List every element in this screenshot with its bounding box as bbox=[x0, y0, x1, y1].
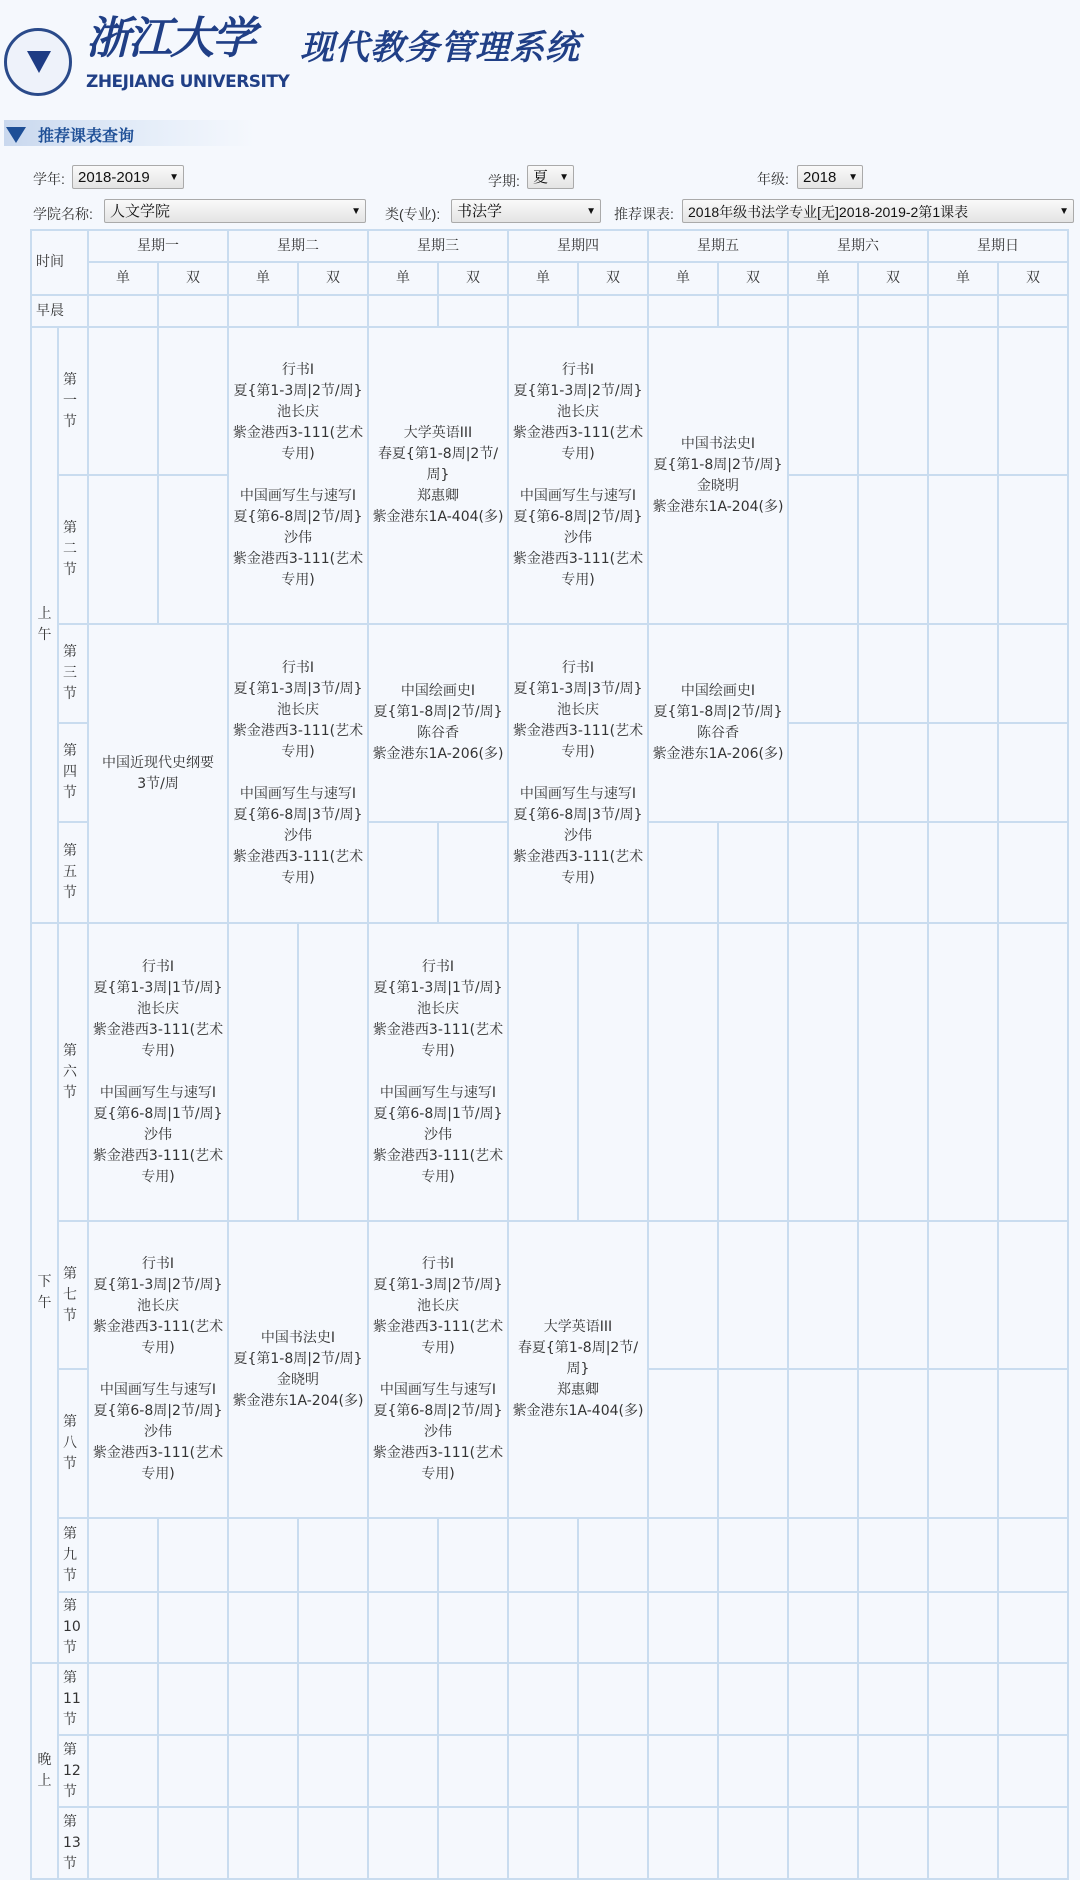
empty-cell bbox=[508, 923, 578, 1221]
empty-cell bbox=[928, 1807, 998, 1879]
empty-cell bbox=[858, 1518, 928, 1592]
empty-cell bbox=[298, 1518, 368, 1592]
schedule-value: 2018年级书法学专业[无]2018-2019-2第1课表 bbox=[688, 204, 969, 220]
empty-cell bbox=[718, 1735, 788, 1807]
empty-cell bbox=[88, 1592, 158, 1663]
time-header: 时间 bbox=[31, 230, 88, 295]
period-label: 第三节 bbox=[58, 624, 88, 723]
double-week-header: 双 bbox=[438, 262, 508, 295]
empty-cell bbox=[718, 295, 788, 327]
empty-cell bbox=[788, 923, 858, 1221]
day-header: 星期一 bbox=[88, 230, 228, 262]
day-header: 星期三 bbox=[368, 230, 508, 262]
empty-cell bbox=[788, 327, 858, 475]
empty-cell bbox=[578, 1663, 648, 1735]
empty-cell bbox=[928, 1663, 998, 1735]
time-group-label: 下午 bbox=[31, 923, 58, 1663]
empty-cell bbox=[718, 923, 788, 1221]
dropdown-arrow-icon: ▼ bbox=[1059, 206, 1069, 217]
empty-cell bbox=[858, 822, 928, 923]
grade-label: 年级: bbox=[757, 171, 789, 187]
empty-cell bbox=[88, 475, 158, 624]
day-header: 星期六 bbox=[788, 230, 928, 262]
course-cell: 行书I 夏{第1-3周|2节/周} 池长庆 紫金港西3-111(艺术专用) 中国画写生与速写I 夏{第6-8周|2节/周} 沙伟 紫金港西3-111(艺术专用) bbox=[508, 327, 648, 624]
schedule-select[interactable] bbox=[682, 199, 1074, 223]
empty-cell bbox=[998, 1807, 1068, 1879]
day-header: 星期二 bbox=[228, 230, 368, 262]
logo-emblem bbox=[4, 28, 72, 96]
year-value: 2018-2019 bbox=[78, 169, 150, 186]
course-cell: 行书I 夏{第1-3周|1节/周} 池长庆 紫金港西3-111(艺术专用) 中国画写生与速写I 夏{第6-8周|1节/周} 沙伟 紫金港西3-111(艺术专用) bbox=[368, 923, 508, 1221]
empty-cell bbox=[88, 1518, 158, 1592]
period-label: 第六节 bbox=[58, 923, 88, 1221]
empty-cell bbox=[508, 1807, 578, 1879]
single-week-header: 单 bbox=[648, 262, 718, 295]
empty-cell bbox=[508, 1518, 578, 1592]
single-week-header: 单 bbox=[928, 262, 998, 295]
empty-cell bbox=[298, 1592, 368, 1663]
empty-cell bbox=[928, 624, 998, 723]
course-cell: 行书I 夏{第1-3周|2节/周} 池长庆 紫金港西3-111(艺术专用) 中国画写生与速写I 夏{第6-8周|2节/周} 沙伟 紫金港西3-111(艺术专用) bbox=[228, 327, 368, 624]
empty-cell bbox=[718, 1592, 788, 1663]
empty-cell bbox=[298, 295, 368, 327]
college-value: 人文学院 bbox=[110, 203, 171, 220]
period-label: 第八节 bbox=[58, 1369, 88, 1518]
empty-cell bbox=[88, 327, 158, 475]
dropdown-arrow-icon: ▼ bbox=[559, 172, 569, 183]
system-title: 现代教务管理系统 bbox=[300, 28, 580, 68]
empty-cell bbox=[228, 923, 298, 1221]
time-group-label: 晚上 bbox=[31, 1663, 58, 1879]
empty-cell bbox=[858, 1369, 928, 1518]
day-header: 星期五 bbox=[648, 230, 788, 262]
empty-cell bbox=[718, 1518, 788, 1592]
empty-cell bbox=[438, 295, 508, 327]
table-row bbox=[31, 1518, 1068, 1592]
empty-cell bbox=[578, 1735, 648, 1807]
empty-cell bbox=[508, 295, 578, 327]
single-week-header: 单 bbox=[788, 262, 858, 295]
empty-cell bbox=[998, 327, 1068, 475]
double-week-header: 双 bbox=[858, 262, 928, 295]
triangle-down-icon bbox=[6, 127, 26, 143]
empty-cell bbox=[648, 923, 718, 1221]
table-row bbox=[31, 624, 1068, 723]
empty-cell bbox=[298, 1663, 368, 1735]
empty-cell bbox=[718, 1369, 788, 1518]
course-cell: 中国书法史I 夏{第1-8周|2节/周} 金晓明 紫金港东1A-204(多) bbox=[648, 327, 788, 624]
empty-cell bbox=[438, 1735, 508, 1807]
empty-cell bbox=[928, 1592, 998, 1663]
empty-cell bbox=[438, 822, 508, 923]
empty-cell bbox=[788, 1807, 858, 1879]
empty-cell bbox=[88, 295, 158, 327]
empty-cell bbox=[928, 822, 998, 923]
empty-cell bbox=[788, 1518, 858, 1592]
empty-cell bbox=[648, 1807, 718, 1879]
empty-cell bbox=[508, 1735, 578, 1807]
empty-cell bbox=[928, 295, 998, 327]
course-cell: 大学英语III 春夏{第1-8周|2节/周} 郑惠卿 紫金港东1A-404(多) bbox=[368, 327, 508, 624]
empty-cell bbox=[88, 1735, 158, 1807]
grade-value: 2018 bbox=[803, 169, 837, 186]
year-select[interactable] bbox=[72, 165, 184, 189]
course-cell: 行书I 夏{第1-3周|2节/周} 池长庆 紫金港西3-111(艺术专用) 中国画写生与速写I 夏{第6-8周|2节/周} 沙伟 紫金港西3-111(艺术专用) bbox=[368, 1221, 508, 1518]
table-row bbox=[31, 327, 1068, 475]
empty-cell bbox=[88, 1807, 158, 1879]
empty-cell bbox=[928, 327, 998, 475]
period-label: 早晨 bbox=[31, 295, 88, 327]
empty-cell bbox=[158, 327, 228, 475]
empty-cell bbox=[858, 327, 928, 475]
empty-cell bbox=[228, 1592, 298, 1663]
empty-cell bbox=[998, 295, 1068, 327]
double-week-header: 双 bbox=[298, 262, 368, 295]
course-cell: 中国绘画史I 夏{第1-8周|2节/周} 陈谷香 紫金港东1A-206(多) bbox=[368, 624, 508, 822]
period-label: 第二节 bbox=[58, 475, 88, 624]
empty-cell bbox=[368, 822, 438, 923]
term-select[interactable] bbox=[527, 165, 574, 189]
single-week-header: 单 bbox=[508, 262, 578, 295]
empty-cell bbox=[368, 1592, 438, 1663]
period-label: 第四节 bbox=[58, 723, 88, 822]
empty-cell bbox=[158, 1663, 228, 1735]
table-row bbox=[31, 1221, 1068, 1369]
table-row bbox=[31, 923, 1068, 1221]
dropdown-arrow-icon: ▼ bbox=[586, 206, 596, 217]
empty-cell bbox=[998, 475, 1068, 624]
empty-cell bbox=[158, 295, 228, 327]
double-week-header: 双 bbox=[578, 262, 648, 295]
empty-cell bbox=[858, 624, 928, 723]
empty-cell bbox=[298, 1735, 368, 1807]
table-row bbox=[31, 295, 1068, 327]
empty-cell bbox=[228, 1735, 298, 1807]
period-label: 第12节 bbox=[58, 1735, 88, 1807]
grade-select[interactable] bbox=[797, 165, 863, 189]
empty-cell bbox=[368, 1807, 438, 1879]
empty-cell bbox=[788, 1592, 858, 1663]
empty-cell bbox=[788, 723, 858, 822]
empty-cell bbox=[998, 1221, 1068, 1369]
logo-english: ZHEJIANG UNIVERSITY bbox=[86, 72, 290, 92]
empty-cell bbox=[998, 923, 1068, 1221]
empty-cell bbox=[788, 295, 858, 327]
empty-cell bbox=[788, 1369, 858, 1518]
table-row bbox=[31, 1592, 1068, 1663]
dropdown-arrow-icon: ▼ bbox=[351, 206, 361, 217]
empty-cell bbox=[788, 822, 858, 923]
empty-cell bbox=[788, 1221, 858, 1369]
section-title: 推荐课表查询 bbox=[38, 126, 135, 145]
empty-cell bbox=[858, 1663, 928, 1735]
table-row bbox=[31, 1807, 1068, 1879]
course-cell: 中国近现代史纲要 3节/周 bbox=[88, 624, 228, 923]
empty-cell bbox=[368, 1735, 438, 1807]
course-cell: 行书I 夏{第1-3周|1节/周} 池长庆 紫金港西3-111(艺术专用) 中国画写生与速写I 夏{第6-8周|1节/周} 沙伟 紫金港西3-111(艺术专用) bbox=[88, 923, 228, 1221]
section-header bbox=[4, 120, 254, 146]
empty-cell bbox=[858, 723, 928, 822]
empty-cell bbox=[998, 1518, 1068, 1592]
empty-cell bbox=[928, 1735, 998, 1807]
empty-cell bbox=[648, 295, 718, 327]
empty-cell bbox=[858, 1735, 928, 1807]
empty-cell bbox=[998, 1663, 1068, 1735]
course-cell: 中国绘画史I 夏{第1-8周|2节/周} 陈谷香 紫金港东1A-206(多) bbox=[648, 624, 788, 822]
double-week-header: 双 bbox=[718, 262, 788, 295]
timetable bbox=[30, 229, 1069, 1880]
empty-cell bbox=[858, 475, 928, 624]
course-cell: 行书I 夏{第1-3周|2节/周} 池长庆 紫金港西3-111(艺术专用) 中国画写生与速写I 夏{第6-8周|2节/周} 沙伟 紫金港西3-111(艺术专用) bbox=[88, 1221, 228, 1518]
major-value: 书法学 bbox=[457, 203, 503, 220]
table-row bbox=[31, 1735, 1068, 1807]
course-cell: 中国书法史I 夏{第1-8周|2节/周} 金晓明 紫金港东1A-204(多) bbox=[228, 1221, 368, 1518]
period-label: 第一节 bbox=[58, 327, 88, 475]
dropdown-arrow-icon: ▼ bbox=[169, 172, 179, 183]
empty-cell bbox=[578, 1807, 648, 1879]
empty-cell bbox=[788, 1663, 858, 1735]
empty-cell bbox=[928, 923, 998, 1221]
empty-cell bbox=[788, 624, 858, 723]
empty-cell bbox=[998, 1592, 1068, 1663]
empty-cell bbox=[998, 822, 1068, 923]
empty-cell bbox=[578, 1592, 648, 1663]
empty-cell bbox=[158, 1807, 228, 1879]
empty-cell bbox=[928, 723, 998, 822]
empty-cell bbox=[928, 1369, 998, 1518]
time-group-label: 上午 bbox=[31, 327, 58, 923]
single-week-header: 单 bbox=[368, 262, 438, 295]
empty-cell bbox=[438, 1518, 508, 1592]
day-header: 星期四 bbox=[508, 230, 648, 262]
major-label: 类(专业): bbox=[385, 206, 441, 222]
course-cell: 行书I 夏{第1-3周|3节/周} 池长庆 紫金港西3-111(艺术专用) 中国画写生与速写I 夏{第6-8周|3节/周} 沙伟 紫金港西3-111(艺术专用) bbox=[508, 624, 648, 923]
single-week-header: 单 bbox=[88, 262, 158, 295]
period-label: 第七节 bbox=[58, 1221, 88, 1369]
empty-cell bbox=[648, 822, 718, 923]
empty-cell bbox=[718, 822, 788, 923]
empty-cell bbox=[648, 1735, 718, 1807]
empty-cell bbox=[158, 1735, 228, 1807]
empty-cell bbox=[298, 1807, 368, 1879]
logo-text: 浙江大学 bbox=[86, 13, 254, 64]
period-label: 第九节 bbox=[58, 1518, 88, 1592]
dropdown-arrow-icon: ▼ bbox=[848, 172, 858, 183]
table-row bbox=[31, 1663, 1068, 1735]
period-label: 第13节 bbox=[58, 1807, 88, 1879]
empty-cell bbox=[928, 1518, 998, 1592]
empty-cell bbox=[508, 1663, 578, 1735]
empty-cell bbox=[438, 1807, 508, 1879]
empty-cell bbox=[858, 1592, 928, 1663]
empty-cell bbox=[368, 1518, 438, 1592]
empty-cell bbox=[578, 1518, 648, 1592]
double-week-header: 双 bbox=[158, 262, 228, 295]
college-label: 学院名称: bbox=[33, 206, 93, 222]
empty-cell bbox=[438, 1663, 508, 1735]
term-label: 学期: bbox=[488, 173, 520, 189]
empty-cell bbox=[858, 1221, 928, 1369]
empty-cell bbox=[648, 1592, 718, 1663]
empty-cell bbox=[858, 923, 928, 1221]
term-value: 夏 bbox=[533, 169, 549, 186]
major-select[interactable] bbox=[451, 199, 601, 223]
empty-cell bbox=[648, 1369, 718, 1518]
empty-cell bbox=[368, 1663, 438, 1735]
empty-cell bbox=[648, 1518, 718, 1592]
empty-cell bbox=[718, 1221, 788, 1369]
empty-cell bbox=[228, 1663, 298, 1735]
empty-cell bbox=[928, 1221, 998, 1369]
empty-cell bbox=[998, 1369, 1068, 1518]
empty-cell bbox=[998, 1735, 1068, 1807]
empty-cell bbox=[228, 1518, 298, 1592]
empty-cell bbox=[158, 1518, 228, 1592]
empty-cell bbox=[718, 1663, 788, 1735]
empty-cell bbox=[158, 475, 228, 624]
empty-cell bbox=[648, 1221, 718, 1369]
empty-cell bbox=[228, 1807, 298, 1879]
empty-cell bbox=[858, 1807, 928, 1879]
college-select[interactable] bbox=[104, 199, 366, 223]
empty-cell bbox=[718, 1807, 788, 1879]
empty-cell bbox=[578, 295, 648, 327]
empty-cell bbox=[508, 1592, 578, 1663]
empty-cell bbox=[88, 1663, 158, 1735]
single-week-header: 单 bbox=[228, 262, 298, 295]
empty-cell bbox=[998, 723, 1068, 822]
day-header: 星期日 bbox=[928, 230, 1068, 262]
period-label: 第五节 bbox=[58, 822, 88, 923]
empty-cell bbox=[858, 295, 928, 327]
empty-cell bbox=[788, 475, 858, 624]
empty-cell bbox=[998, 624, 1068, 723]
empty-cell bbox=[928, 475, 998, 624]
double-week-header: 双 bbox=[998, 262, 1068, 295]
year-label: 学年: bbox=[33, 171, 65, 187]
schedule-label: 推荐课表: bbox=[614, 206, 674, 222]
period-label: 第11节 bbox=[58, 1663, 88, 1735]
course-cell: 行书I 夏{第1-3周|3节/周} 池长庆 紫金港西3-111(艺术专用) 中国画写生与速写I 夏{第6-8周|3节/周} 沙伟 紫金港西3-111(艺术专用) bbox=[228, 624, 368, 923]
empty-cell bbox=[368, 295, 438, 327]
empty-cell bbox=[578, 923, 648, 1221]
empty-cell bbox=[158, 1592, 228, 1663]
empty-cell bbox=[438, 1592, 508, 1663]
empty-cell bbox=[298, 923, 368, 1221]
empty-cell bbox=[648, 1663, 718, 1735]
course-cell: 大学英语III 春夏{第1-8周|2节/周} 郑惠卿 紫金港东1A-404(多) bbox=[508, 1221, 648, 1518]
period-label: 第10节 bbox=[58, 1592, 88, 1663]
empty-cell bbox=[788, 1735, 858, 1807]
empty-cell bbox=[228, 295, 298, 327]
